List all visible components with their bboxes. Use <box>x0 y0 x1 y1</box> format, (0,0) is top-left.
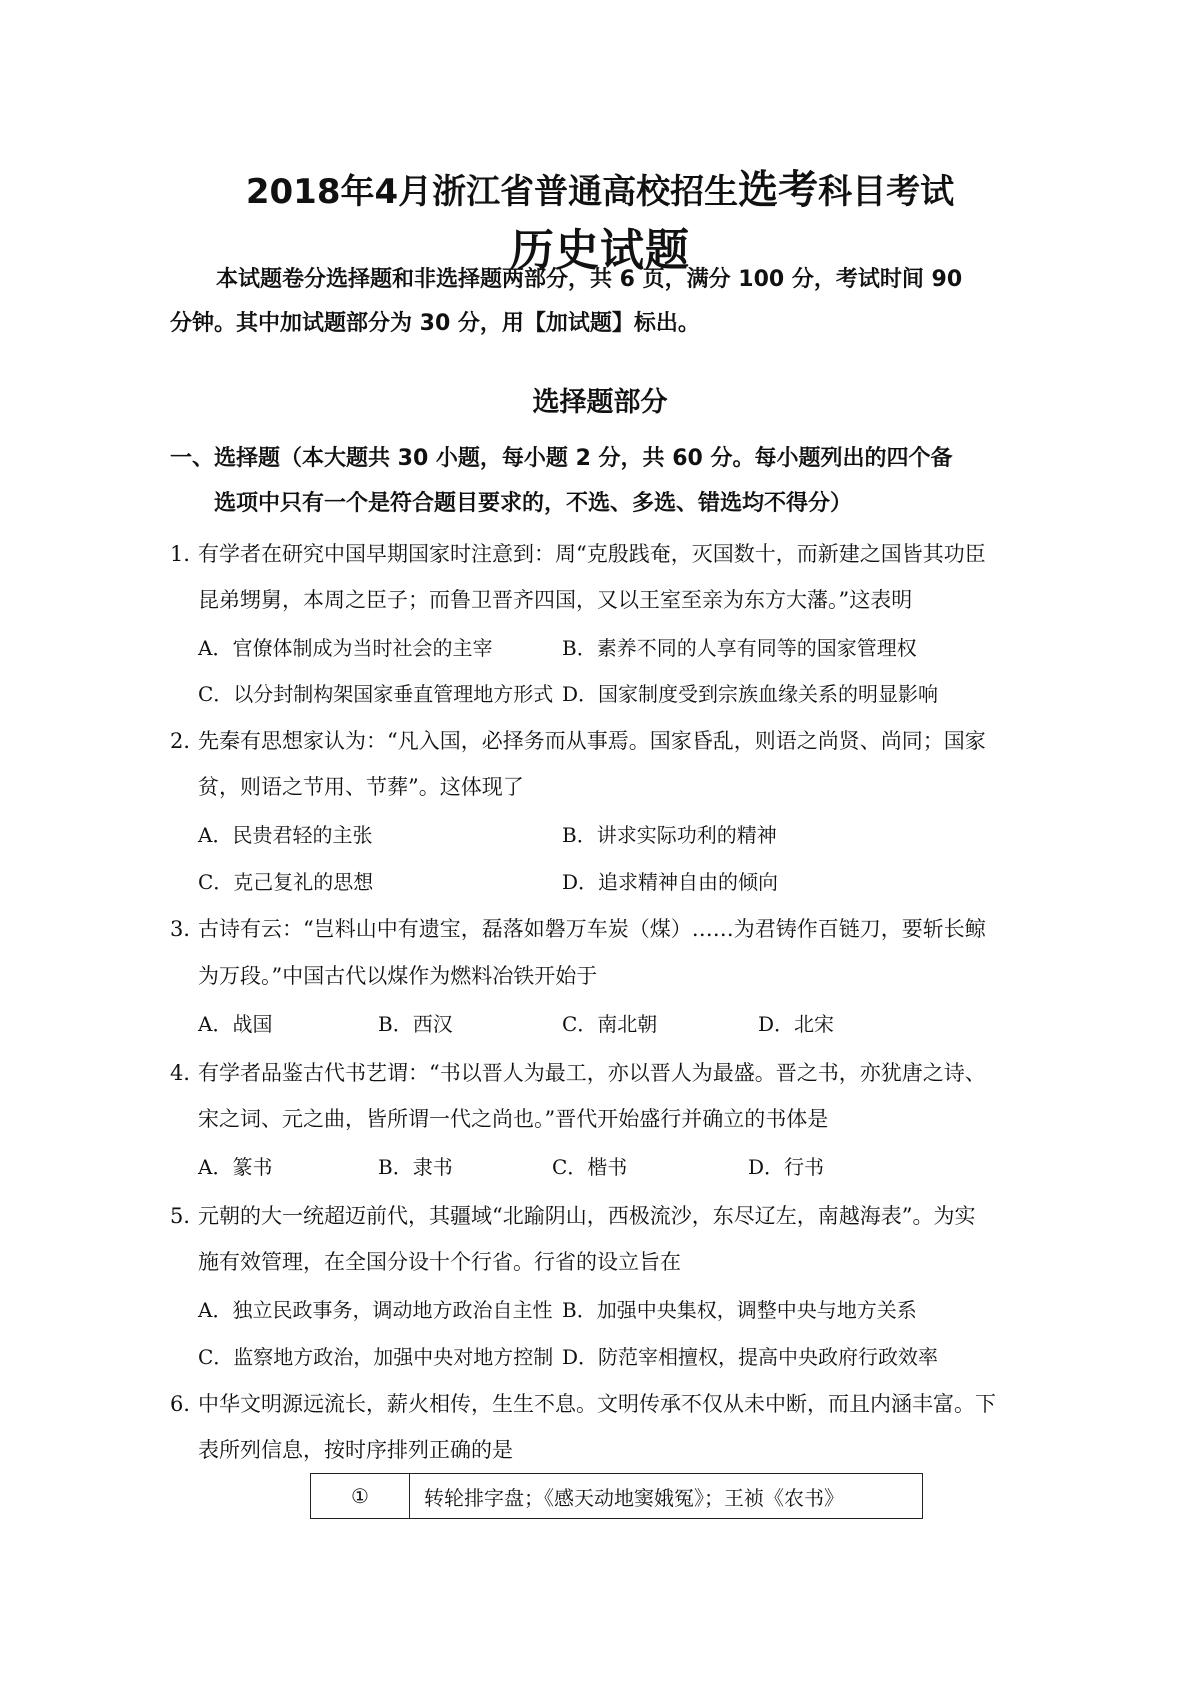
exam-title: 2018年4月浙江省普通高校招生选考科目考试 <box>245 167 955 213</box>
question-stem-line: 有学者品鉴古代书艺谓：“书以晋人为最工，亦以晋人为最盛。晋之书，亦犹唐之诗、 <box>198 1061 986 1085</box>
question-number: 6． <box>170 1392 205 1416</box>
option-a[interactable]: A．官僚体制成为当时社会的主宰 <box>198 636 493 660</box>
option-b[interactable]: B．讲求实际功利的精神 <box>562 823 777 847</box>
exam-subtitle: 历史试题 <box>510 225 690 276</box>
option-d[interactable]: D．国家制度受到宗族血缘关系的明显影响 <box>562 682 939 706</box>
title-emphasis: 选考 <box>738 167 819 213</box>
option-d[interactable]: D．行书 <box>748 1155 825 1179</box>
question-stem-line: 昆弟甥舅，本周之臣子；而鲁卫晋齐四国，又以王室至亲为东方大藩。”这表明 <box>198 588 913 612</box>
question-stem-line: 宋之词、元之曲，皆所谓一代之尚也。”晋代开始盛行并确立的书体是 <box>198 1107 829 1131</box>
option-d[interactable]: D．防范宰相擅权，提高中央政府行政效率 <box>562 1345 939 1369</box>
question-stem-line: 中华文明源远流长，薪火相传，生生不息。文明传承不仅从未中断，而且内涵丰富。下 <box>198 1392 996 1416</box>
option-c[interactable]: C．以分封制构架国家垂直管理地方形式 <box>198 682 554 706</box>
instructions-line-2: 选项中只有一个是符合题目要求的，不选、多选、错选均不得分） <box>214 491 853 516</box>
question-stem-line: 贫，则语之节用、节葬”。这体现了 <box>198 775 524 799</box>
option-d[interactable]: D．北宋 <box>758 1012 835 1036</box>
option-c[interactable]: C．克己复礼的思想 <box>198 870 374 894</box>
option-a[interactable]: A．战国 <box>198 1012 273 1036</box>
table-row <box>311 1474 923 1519</box>
option-b[interactable]: B．素养不同的人享有同等的国家管理权 <box>562 636 917 660</box>
option-c[interactable]: C．楷书 <box>552 1155 628 1179</box>
question-stem-line: 元朝的大一统超迈前代，其疆域“北踰阴山，西极流沙，东尽辽左，南越海表”。为实 <box>198 1204 976 1228</box>
question-number: 5． <box>170 1204 205 1228</box>
option-a[interactable]: A．民贵君轻的主张 <box>198 823 373 847</box>
question-stem-line: 表所列信息，按时序排列正确的是 <box>198 1438 513 1462</box>
intro-line-1: 本试题卷分选择题和非选择题两部分，共 6 页，满分 100 分，考试时间 90 <box>216 267 963 292</box>
option-c[interactable]: C．南北朝 <box>562 1012 658 1036</box>
question-stem-line: 先秦有思想家认为：“凡入国，必择务而从事焉。国家昏乱，则语之尚贤、尚同；国家 <box>198 729 986 753</box>
option-a[interactable]: A．篆书 <box>198 1155 273 1179</box>
question-stem-line: 为万段。”中国古代以煤作为燃料冶铁开始于 <box>198 964 598 988</box>
question-number: 4． <box>170 1061 205 1085</box>
option-b[interactable]: B．西汉 <box>378 1012 453 1036</box>
option-b[interactable]: B．加强中央集权，调整中央与地方关系 <box>562 1298 917 1322</box>
option-b[interactable]: B．隶书 <box>378 1155 453 1179</box>
section-title: 选择题部分 <box>532 387 668 418</box>
intro-line-2: 分钟。其中加试题部分为 30 分，用【加试题】标出。 <box>170 311 700 336</box>
question-stem-line: 有学者在研究中国早期国家时注意到：周“克殷践奄，灭国数十，而新建之国皆其功臣 <box>198 542 986 566</box>
question-number: 3． <box>170 917 205 941</box>
instructions-line-1: 一、选择题（本大题共 30 小题，每小题 2 分，共 60 分。每小题列出的四个备 <box>170 446 953 471</box>
question-stem-line: 古诗有云：“岂料山中有遗宝，磊落如磐万车炭（煤）……为君铸作百链刀，要斩长鲸 <box>198 917 986 941</box>
question-stem-line: 施有效管理，在全国分设十个行省。行省的设立旨在 <box>198 1250 681 1274</box>
info-table <box>310 1473 923 1519</box>
question-number: 1． <box>170 542 205 566</box>
option-c[interactable]: C．监察地方政治，加强中央对地方控制 <box>198 1345 554 1369</box>
row-text: 转轮排字盘；《感天动地窦娥冤》；王祯《农书》 <box>410 1474 923 1519</box>
option-d[interactable]: D．追求精神自由的倾向 <box>562 870 779 894</box>
question-number: 2． <box>170 729 205 753</box>
row-number: ① <box>311 1474 410 1519</box>
option-a[interactable]: A．独立民政事务，调动地方政治自主性 <box>198 1298 553 1322</box>
